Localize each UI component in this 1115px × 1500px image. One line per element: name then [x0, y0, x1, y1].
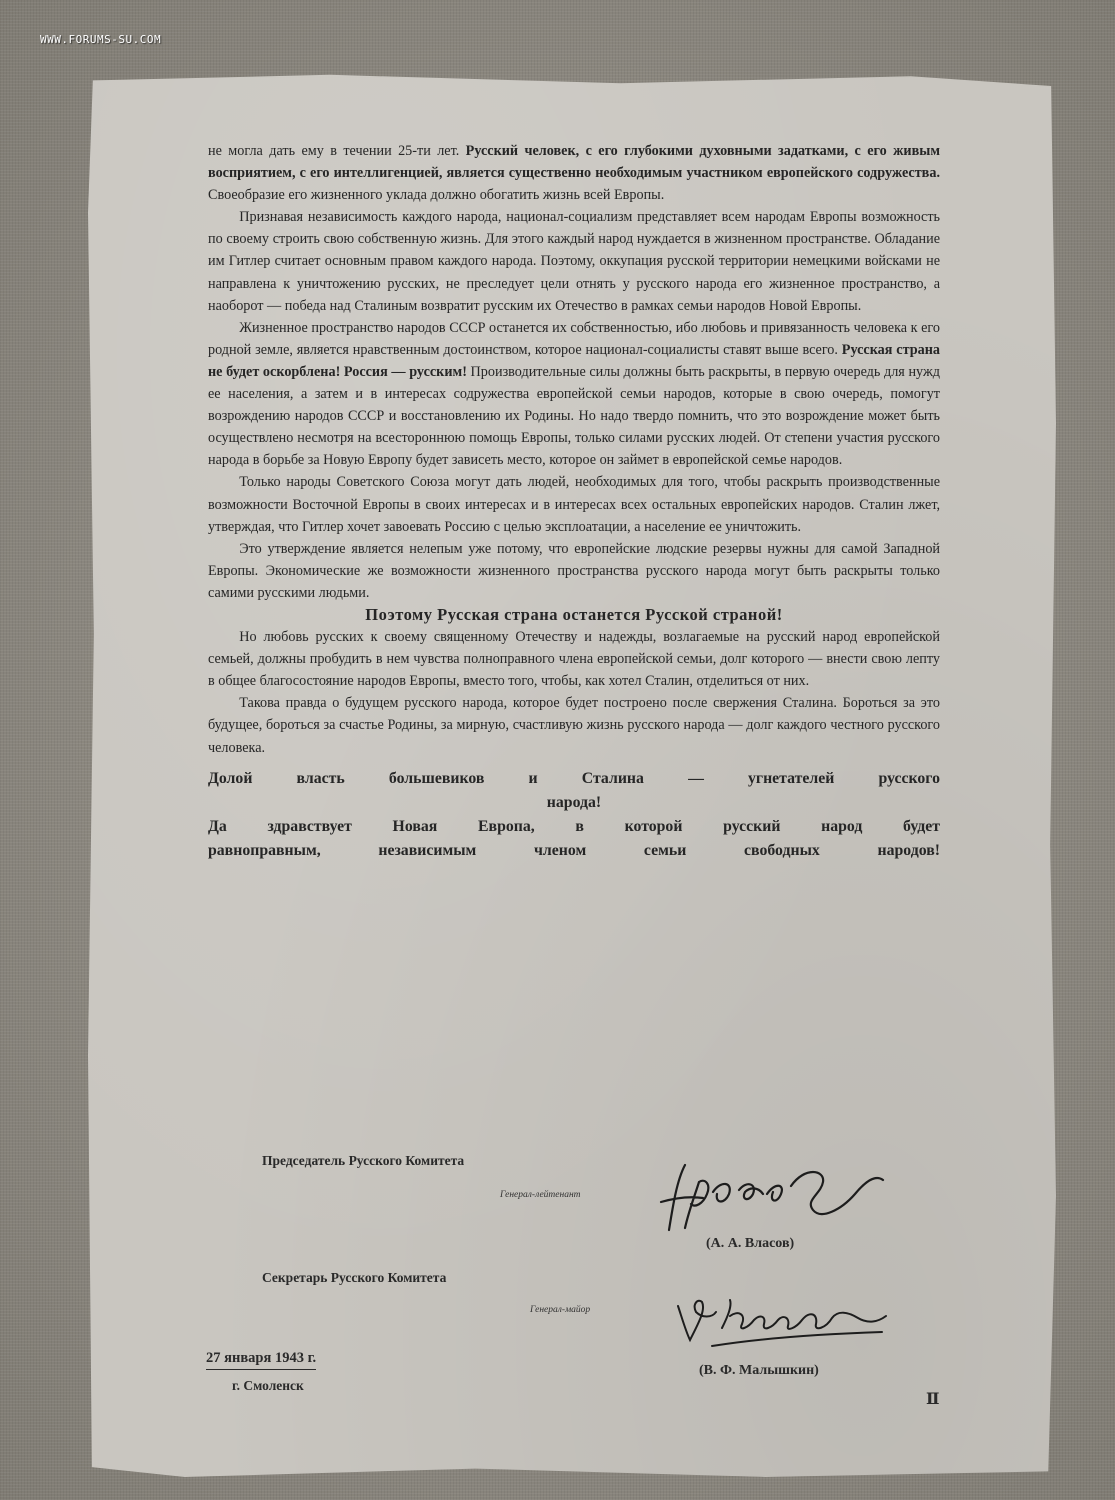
site-watermark: WWW.FORUMS-SU.COM: [40, 33, 162, 46]
paragraph: [208, 206, 940, 316]
chair-name: (А. А. Власов): [706, 1236, 795, 1251]
body-paragraphs: [208, 140, 940, 604]
body-paragraphs-continued: [208, 626, 940, 759]
chair-title: Председатель Русского Комитета: [262, 1153, 465, 1168]
secretary-name: (В. Ф. Малышкин): [699, 1363, 819, 1378]
document-body: [208, 140, 940, 863]
secretary-title: Секретарь Русского Комитета: [262, 1270, 447, 1285]
closing-slogans: [208, 767, 940, 863]
paragraph-text: Русский человек, с его глубокими духовными задатками, с его живым восприятием, с его интеллигенцией, является существенно необходимым участником европейского содружества.: [208, 143, 941, 182]
paragraph-text: Это утверждение является нелепым уже потому, что европейские людские резервы нужны для самой Западной Европы. Экономические же возможности жизненного пространства русского народа могут быть раскрыты только самими русскими людьми.: [208, 540, 940, 601]
secretary-rank: Генерал-майор: [530, 1305, 591, 1315]
center-slogan: Поэтому Русская страна останется Русской страной!: [365, 604, 783, 624]
paragraph-text: Своеобразие его жизненного уклада должно обогатить жизнь всей Европы.: [208, 187, 665, 204]
paragraph-text: Только народы Советского Союза могут дать людей, необходимых для того, чтобы раскрыть производственные возможности Восточной Европы в своих интересах и в интересах всех остальных европейских народов. Сталин лжет, утверждая, что Гитлер хочет завоевать Россию с целью эксплоатации, а население ее уничтожить.: [208, 474, 940, 535]
malyshkin-signature-image: [672, 1288, 897, 1358]
paragraph: [208, 317, 940, 472]
paragraph: [208, 626, 940, 692]
vlasov-signature-image: [655, 1150, 895, 1245]
document-place: г. Смоленск: [232, 1378, 304, 1393]
paragraph-text: Но любовь русских к своему священному Отечеству и надежды, возлагаемые на русский народ европейской семьей, должны пробудить в нем чувства полноправного члена европейской семьи, долг которого — внести свою лепту в общее благосостояние народов Европы, вместо того, чтобы, как хотел Сталин, отделиться от них.: [208, 629, 940, 690]
chair-rank: Генерал-лейтенант: [500, 1190, 581, 1200]
paragraph-text: Русская страна не будет оскорблена! Россия — русским!: [208, 341, 940, 380]
page-mark: Ⅱ: [926, 1391, 940, 1408]
closing-slogan-1-end: народа!: [546, 793, 602, 811]
paragraph: [208, 538, 940, 604]
paragraph-text: Признавая независимость каждого народа, национал-социализм представляет всем народам Европы возможность по своему строить свою собственную жизнь. Для этого каждый народ нуждается в жизненном пространстве. Обладание им Гитлер считает основным правом каждого народа. Поэтому, оккупация русской территории немецкими войсками не направлена к уничтожению русских, не преследует цели отнять у русского народа его жизненное пространство, а наоборот — победа над Сталиным возвратит русским их Отечество в рамках семьи народов Новой Европы.: [208, 209, 940, 314]
closing-slogan-1: Долой власть большевиков и Сталина — угнетателей русского: [208, 769, 940, 787]
paragraph: [208, 140, 940, 206]
closing-slogan-3: равноправным, независимым членом семьи свободных народов!: [208, 841, 940, 859]
paragraph-text: Такова правда о будущем русского народа, которое будет построено после свержения Сталина. Бороться за это будущее, бороться за счастье Родины, за мирную, счастливую жизнь русского народа — долг каждого честного русского человека.: [208, 695, 940, 756]
paragraph-text: не могла дать ему в течении 25-ти лет.: [208, 143, 466, 159]
paragraph-text: Жизненное пространство народов СССР останется их собственностью, ибо любовь и привязанность человека к его родной земле, является нравственным достоинством, которое национал-социалисты ставят выше всего.: [208, 319, 940, 358]
document-date: 27 января 1943 г.: [206, 1350, 316, 1370]
paragraph-text: Производительные силы должны быть раскрыты, в первую очередь для нужд ее населения, а затем и в интересах содружества европейской семьи народов, которые в свою очередь, помогут возрождению народов СССР и восстановлению их Родины. Но надо твердо помнить, что это возрождение может быть осуществлено несмотря на всестороннюю помощь Европы, только силами русских людей. От степени участия русского народа в борьбе за Новую Европу будет зависеть место, которое он займет в европейской семье народов.: [208, 363, 940, 469]
closing-slogan-2: Да здравствует Новая Европа, в которой русский народ будет: [208, 817, 940, 835]
paragraph: [208, 692, 940, 758]
paragraph: [208, 471, 940, 537]
